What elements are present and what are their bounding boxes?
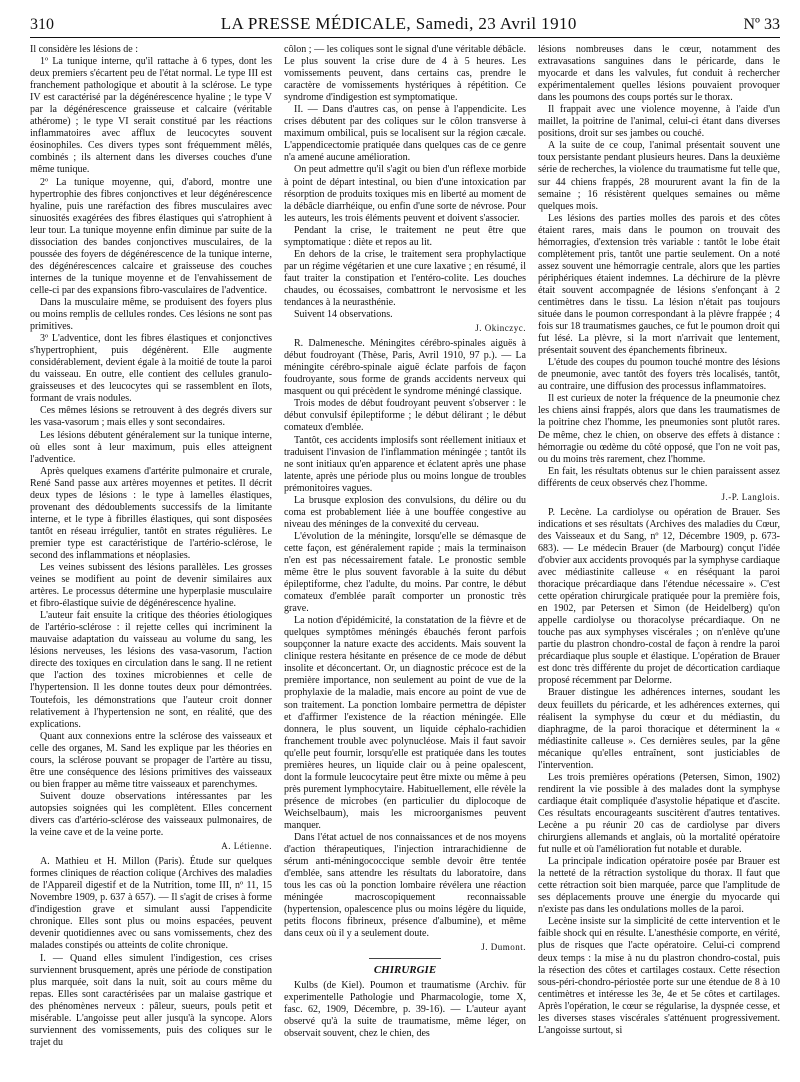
review-paragraph: A. Mathieu et H. Millon (Paris). Étude sur quelques formes cliniques de réaction colique (Archives des maladies de l'Appareil digestif et de la Nutrition, tome III, nº 11, 15 Novembre 1909, p. 637 à 657). — Il s'agit de crises à forme d'indigestion grave et simulant aussi l'appendicite chronique. Elles sont plus ou moins espacées, peuvent devenir quotidiennes avec ou sans vomissements, chez des malades constipés ou atteints de colite chronique. bbox=[30, 856, 272, 952]
paragraph: La principale indication opératoire posée par Brauer est la netteté de la rétraction systolique du thorax. Il faut que cette rétraction soit bien marquée, parce que l'amplitude de ses déplacements prouve une énergie du myocarde qui n'existe pas dans les ondulations molles de la paroi. bbox=[538, 856, 780, 916]
paragraph: Il est curieux de noter la fréquence de la pneumonie chez les chiens ainsi frappés, alors que dans les traumatismes de la poitrine chez l'homme, les pneumonies sont plutôt rares. De même, chez le chien, on observe des effets à distance : hémorragie ou œdème du côté opposé, que l'on ne voit pas, ou du moins très rarement, chez l'homme. bbox=[538, 393, 780, 465]
column-2 bbox=[284, 44, 526, 1074]
page-number: 310 bbox=[30, 16, 54, 33]
paragraph: L'évolution de la méningite, lorsqu'elle se démasque de cette façon, est généralement rapide ; mais la terminaison n'en est pas nécessairement fatale. Le pronostic semble même être le plus souvent favorable à la suite du début épileptiforme, chez l'adulte, du moins. Par contre, le début comateux d'emblée paraît comporter un pronostic très grave. bbox=[284, 530, 526, 615]
paragraph: II. — Dans d'autres cas, on pense à l'appendicite. Les crises débutent par des coliques sur le côlon transverse à maximum ombilical, puis se localisent sur la région cæcale. L'appendicectomie pratiquée dans quelques cas de ce genre n'a amené aucune amélioration. bbox=[284, 104, 526, 164]
paragraph: Brauer distingue les adhérences internes, soudant les deux feuillets du péricarde, et les adhérences externes, qui réalisent la symphyse du cœur et du médiastin, du diaphragme, de la paroi thoracique et déterminent la « médiastinite calleuse ». Ces dernières seules, par la gêne mécanique qu'elles entraînent, sont justiciables de l'intervention. bbox=[538, 687, 780, 771]
section-divider bbox=[369, 958, 442, 959]
paragraph: Trois modes de début foudroyant peuvent s'observer : le début convulsif épileptiforme ; le début délirant ; le début comateux d'emblée. bbox=[284, 398, 526, 434]
paragraph: lésions nombreuses dans le cœur, notamment des extravasations sanguines dans le péricarde, dans le myocarde et dans les valvules, fut conduit à rechercher expérimentalement quelles lésions pouvaient provoquer dans les poumons des coups portés sur le thorax. bbox=[538, 44, 780, 104]
paragraph: 2º La tunique moyenne, qui, d'abord, montre une hypertrophie des fibres conjonctives et leur dégénérescence hyaline, puis une raréfaction des fibres musculaires avec sinuosités exagérées des fibres élastiques qui s'atrophient à leur tour. La tunique moyenne enfin diminue par suite de la dissociation des bandes conjonctives musculaires, de la poussée des foyers de dégénérescence de la tunique interne, des dégénérescences calcaire et graisseuse des couches internes de la tunique moyenne et de l'envahissement de celle-ci par des expansions fibro-vasculaires de l'adventice. bbox=[30, 176, 272, 296]
paragraph: Suivent 14 observations. bbox=[294, 309, 393, 321]
paragraph: L'étude des coupes du poumon touché montre des lésions de pneumonie, avec tantôt des foyers très localisés, tantôt, au contraire, une diffusion des processus inflammatoires. bbox=[538, 357, 780, 393]
paragraph: 3º L'adventice, dont les fibres élastiques et conjonctives s'hypertrophient, puis dégénèrent. Elle augmente considérablement, devient égale à la moitié de toute la paroi du vaisseau. En outre, elle contient des cellules granulo-graisseuses et des leucocytes qui se rassemblent en îlots, formant de vrais nodules. bbox=[30, 333, 272, 405]
paragraph: La notion d'épidémicité, la constatation de la fièvre et de quelques symptômes méningés ébauchés feront parfois soupçonner la nature exacte des accidents. Mais souvent la clinique restera hésitante en présence de ce mode de début insolite et déconcertant. Or, un diagnostic précoce est de la première importance, non seulement au point de vue de la prophylaxie de la maladie, mais encore au point de vue de son traitement. La ponction lombaire permettra de dépister et d'affirmer l'existence de la réaction méningée. Elle donnera, le plus souvent, un liquide céphalo-rachidien franchement trouble avec polynucléose. Mais il faut savoir qu'elle peut fournir, lorsqu'elle est pratiquée dans les toutes premières heures, un liquide clair ou à peine opalescent, dont la formule leucocytaire peut être mixte ou même à peu près purement lymphocytaire. Habituellement, elle révèle la présence de microbes (en particulier du diplocoque de Weichselbaum), mais les microorganismes peuvent manquer. bbox=[284, 615, 526, 831]
paragraph: L'auteur fait ensuite la critique des théories étiologiques de l'artério-sclérose : il rejette celles qui incriminent la mauvaise adaptation du vaisseau au volume du sang, les lésions nerveuses, les lésions des vasa-vasorum, l'action directe des toxiques en circulation dans le sang. Il ne retient que l'action des toxines microbiennes et celle de l'hypertension. Il les donne toutes deux pour démontrées. Toutefois, les démonstrations que l'auteur croit donner relativement à l'hypertension ne sont, en réalité, que des explications. bbox=[30, 610, 272, 730]
paragraph: Suivent douze observations intéressantes par les autopsies soignées qui les complètent. Elles concernent divers cas d'artério-sclérose des vaisseaux pulmonaires, de la veine cave et de la veine porte. bbox=[30, 790, 272, 839]
review-paragraph: P. Lecène. La cardiolyse ou opération de Brauer. Ses indications et ses résultats (Archives des maladies du Cœur, des Vaisseaux et du Sang, nº 12, Décembre 1909, p. 673-683). — Le médecin Brauer (de Marbourg) conçut l'idée d'obvier aux accidents provoqués par la symphyse cardiaque avec médiastinite calleuse « en réséquant la paroi thoracique précardiaque dans l'étendue nécessaire ». C'est cette opération chirurgicale pratiquée pour la première fois, en 1902, par Petersen et Simon (de Heidelberg) qu'on appelle cardiolyse ou thoracolyse précardiaque. On ne touche pas aux symphyses viscérales ; on n'enlève qu'une partie du plastron chondro-costal de façon à rendre la paroi précardiaque plus souple et élastique. L'opération de Brauer est donc très différente du projet de décortication cardiaque proposé récemment par Delorme. bbox=[538, 506, 780, 687]
paragraph: Les lésions des parties molles des parois et des côtes étaient rares, mais dans le poumon on trouvait des hémorragies, d'extension très variable : tantôt le lobe était complètement pris, tantôt une partie seulement. On a noté assez souvent une hémorragie centrale, alors que les parties périphériques étaient indemnes. La déchirure de la plèvre était souvent accompagnée de lésions s'enfonçant à 2 centimètres dans le tissu. La lésion n'était pas toujours située dans le poumon correspondant à la plèvre frappée ; 4 fois sur 18 traumatismes gauches, ce fut le poumon droit qui fut lésé. La plèvre, si la mort n'arrivait que lentement, présentait souvent des épanchements fibrineux. bbox=[538, 212, 780, 357]
paragraph: Les veines subissent des lésions parallèles. Les grosses veines se modifient au point de devenir similaires aux artères. Le processus détermine une hyperplasie musculaire et fibro-élastique suivie de dégénérescence hyaline. bbox=[30, 562, 272, 610]
issue-number: Nº 33 bbox=[743, 16, 780, 33]
paragraph: En fait, les résultats obtenus sur le chien paraissent assez différents de ceux observés chez l'homme. bbox=[538, 465, 780, 489]
section-heading: CHIRURGIE bbox=[373, 963, 437, 976]
paragraph: La brusque explosion des convulsions, du délire ou du coma est probablement liée à une bouffée congestive au niveau des méninges de la convexité du cerveau. bbox=[284, 494, 526, 530]
paragraph: On peut admettre qu'il s'agit ou bien d'un réflexe morbide à point de départ intestinal, ou bien d'une intoxication par résorption de produits toxiques mis en liberté au moment de la débâcle diarrhéique, ou enfin d'une sorte de névrose. Pour les auteurs, les trois éléments peuvent et doivent s'associer. bbox=[284, 164, 526, 224]
review-paragraph: R. Dalmenesche. Méningites cérébro-spinales aiguës à début foudroyant (Thèse, Paris, Avril 1910, 97 p.). — La méningite cérébro-spinale aiguë éclate parfois de façon foudroyante, sous forme de grands accidents nerveux qui masquent ou qui précèdent le syndrome méningé classique. bbox=[284, 338, 526, 398]
paragraph: I. — Quand elles simulent l'indigestion, ces crises surviennent brusquement, après une période de constipation plus marquée, soit dans la nuit, soit au cours même du repas. Elles sont caractérisées par un malaise gastrique et des phénomènes nerveux : pâleur, sueurs, pouls petit et misérable. L'angoisse peut aller jusqu'à la syncope. Alors surviennent des vomissements, puis des coliques sur le trajet du bbox=[30, 952, 272, 1048]
paragraph: côlon ; — les coliques sont le signal d'une véritable débâcle. Le plus souvent la crise dure de 4 à 5 heures. Les vomissements peuvent, dans certains cas, prendre le caractère de vomissements hystériques à répétition. Ce syndrome d'indigestion est symptomatique. bbox=[284, 44, 526, 104]
column-1 bbox=[30, 44, 272, 1074]
paragraph: Pendant la crise, le traitement ne peut être que symptomatique : diète et repos au lit. bbox=[284, 224, 526, 248]
paragraph: Quant aux connexions entre la sclérose des vaisseaux et celle des organes, M. Sand les explique par les théories en cours, la sclérose pouvant se propager de l'artère au tissu, être une conséquence des lésions primitives des vaisseaux ou bien frapper au même titre vaisseaux et parenchymes. bbox=[30, 730, 272, 790]
paragraph: Les lésions débutent généralement sur la tunique interne, où elles sont à leur maximum, puis elles atteignent l'adventice. bbox=[30, 429, 272, 465]
paragraph: Il considère les lésions de : bbox=[30, 44, 139, 55]
paragraph: En dehors de la crise, le traitement sera prophylactique par un régime végétarien et une cure laxative ; en résumé, il faut traiter la constipation et l'entéro-colite. Les douches chaudes, ou écossaises, combattront le nervosisme et les tendances à la neurasthénie. bbox=[284, 248, 526, 308]
paragraph: Dans l'état actuel de nos connaissances et de nos moyens d'action thérapeutiques, l'injection intrarachidienne de sérum anti-méningococcique semble devoir être tentée d'emblée, sans attendre les résultats du laboratoire, dans tous les cas où la ponction lombaire révélera une réaction méningée macroscopiquement reconnaissable (hypertension, opalescence plus ou moins légère du liquide, petits flocons fibrineux, présence d'albumine), et même dans ceux où il y a seulement doute. bbox=[284, 832, 526, 940]
paragraph: 1º La tunique interne, qu'il rattache à 6 types, dont les deux premiers s'écartent peu de l'état normal. Le type III est franchement pathologique et aboutit à la sclérose. Le type IV est caractérisé par la dégénérescence hyaline ; le type V par la dégénérescence graisseuse et calcaire (véritable athérome) ; le type VI serait constitué par les réactions inflammatoires avec afflux de leucocytes souvent éosinophiles. Ces divers types sont fréquemment mêlés, combinés ; ils alternent dans les diverses couches d'une même tunique. bbox=[30, 56, 272, 176]
column-3 bbox=[538, 44, 780, 1074]
paragraph: Ces mêmes lésions se retrouvent à des degrés divers sur les vasa-vasorum ; mais elles y sont secondaires. bbox=[30, 405, 272, 429]
paragraph: A la suite de ce coup, l'animal présentait souvent une toux persistante pendant plusieurs heures. Dans la deuxième série de recherches, la violence du traumatisme fut telle que, sur 44 chiens frappés, 28 moururent avant la fin de la semaine ; 16 résistèrent quelques semaines ou même quelques mois. bbox=[538, 140, 780, 212]
paragraph: Les trois premières opérations (Petersen, Simon, 1902) rendirent la vie possible à des malades dont la symphyse cardiaque était compliquée d'asystolie hépatique et d'ascite. Ces résultats encourageants suscitèrent d'autres tentatives. Lecène a pu réunir 20 cas de cardiolyse par divers chirurgiens allemands et anglais, où la mortalité opératoire fut nulle et où l'amélioration fut notable et durable. bbox=[538, 771, 780, 856]
review-paragraph: Kulbs (de Kiel). Poumon et traumatisme (Archiv. für experimentelle Pathologie und Pharmacologie, tome X, fasc. 62, 1909, Décembre, p. 39-16). — L'auteur ayant observé qu'à la suite de traumatisme, même léger, on observait souvent, chez le chien, des bbox=[284, 979, 526, 1039]
author-signature: A. Létienne. bbox=[221, 841, 272, 852]
paragraph: Dans la musculaire même, se produisent des foyers plus ou moins remplis de cellules rondes. Ces lésions ne sont pas primitives. bbox=[30, 296, 272, 333]
text-columns bbox=[30, 44, 780, 1074]
author-signature: J.-P. Langlois. bbox=[721, 491, 780, 502]
journal-title: LA PRESSE MÉDICALE, Samedi, 23 Avril 1910 bbox=[220, 14, 577, 33]
author-signature: J. Okinczyc. bbox=[475, 323, 526, 334]
paragraph: Lecène insiste sur la simplicité de cette intervention et le faible shock qui en résulte. L'anesthésie comporte, en vérité, plus de risques que l'acte opératoire. Celui-ci comprend deux temps : la mise à nu du plastron chondro-costal, puis la résection des côtes et cartilages costaux. Cette résection sous-péri-chondro-périostée porte sur une étendue de 8 à 10 centimètres et intéresse les 3e, 4e et 5e côtes et cartilages. Après l'opération, le cœur se régularise, la dyspnée cesse, et les diverses stases viscérales s'atténuent progressivement. L'angoisse surtout, si bbox=[538, 916, 780, 1036]
paragraph: Après quelques examens d'artérite pulmonaire et crurale, René Sand passe aux artères moyennes et petites. Il décrit deux types de lésions : le type à lamelles élastiques, provenant des dédoublements successifs de la limitante interne, et le type à fibrilles élastiques, qui sont disposées tantôt en réseau irrégulier, tantôt en strates régulières. Le premier type est caractéristique de l'artério-sclérose, le second des inflammations et néoplasies. bbox=[30, 465, 272, 561]
paragraph: Il frappait avec une violence moyenne, à l'aide d'un maillet, la poitrine de l'animal, celui-ci étant dans diverses positions, droit sur ses jambes ou couché. bbox=[538, 104, 780, 140]
paragraph: Tantôt, ces accidents implosifs sont réellement initiaux et traduisent l'invasion de l'inflammation méningée ; tantôt ils ne sont initiaux qu'en apparence et éclatent après une phase latente, après une période plus ou moins longue de troubles prémonitoires vagues. bbox=[284, 434, 526, 494]
running-header bbox=[30, 14, 780, 38]
author-signature: J. Dumont. bbox=[481, 942, 526, 953]
